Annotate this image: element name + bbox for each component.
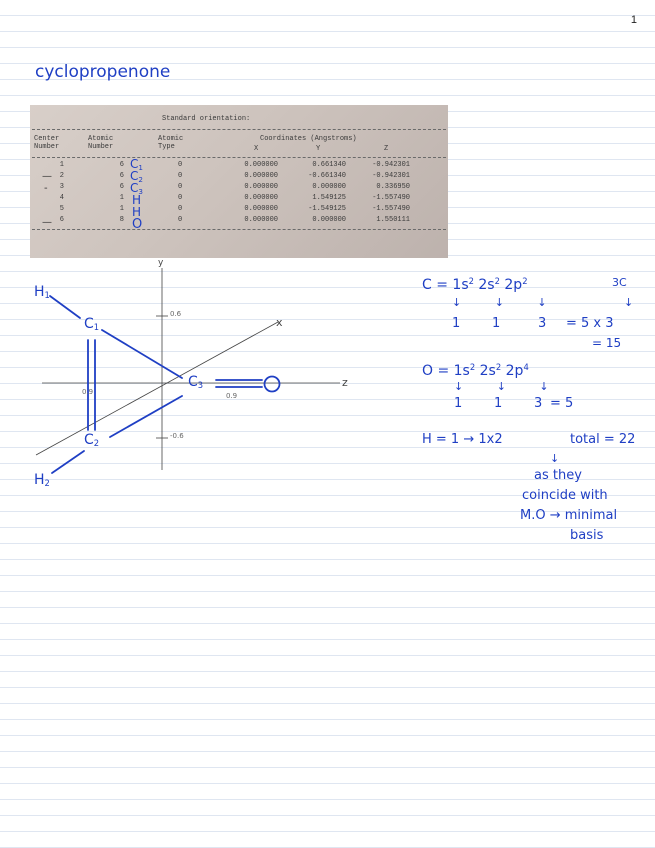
remark-line-4: basis (570, 528, 604, 543)
carbon-count: 3C (612, 276, 627, 289)
table-row: 3 6 0 0.000000 0.000000 0.336950 (59, 183, 410, 191)
annotation-o6: O (132, 217, 143, 232)
oxygen-total: = 5 (550, 396, 574, 411)
hydrogen-line: H = 1 → 1x2 (422, 432, 503, 447)
annotation-h5: H (132, 205, 142, 219)
carbon-orbital-2: 1 (492, 316, 501, 331)
remark-line-2: coincide with (522, 488, 608, 503)
carbon-count-arrow: ↓ (624, 296, 634, 309)
oxygen-atom (265, 377, 280, 392)
axis-label-y: y (158, 258, 164, 268)
bonds (50, 296, 262, 473)
carbon-total: = 15 (592, 336, 622, 350)
atom-label-h1: $H_1$ (34, 284, 50, 300)
table-row: 1 6 0 0.000000 0.661340 -0.942301 (59, 161, 410, 169)
oxygen-orbital-2: 1 (494, 396, 503, 411)
atom-label-h2: $H_2$ (34, 472, 50, 488)
col-atomic-type: Atomic Type (158, 135, 184, 151)
atom-label-c2: $C_2$ (84, 432, 100, 448)
annotation-c2: $C_2$ (130, 169, 143, 184)
remark-line-3: M.O → minimal (520, 508, 618, 523)
tick-mark-3: — (42, 217, 52, 228)
axis-label-x: x (276, 316, 283, 329)
carbon-calc: = 5 x 3 (566, 316, 614, 331)
table-row: 6 8 0 0.000000 0.000000 1.550111 (59, 216, 410, 224)
page-title: cyclopropenone (35, 62, 171, 82)
annotation-c1: $C_1$ (130, 157, 143, 172)
carbon-orbital-1: 1 (452, 316, 461, 331)
tick-label-z: 0.9 (226, 392, 238, 400)
page-number: 1 (630, 14, 637, 26)
tick-label-neg: -0.6 (170, 432, 184, 440)
atom-label-c1: $C_1$ (84, 316, 100, 332)
remark-line-1: as they (534, 468, 582, 483)
tick-mark-1: — (42, 171, 52, 182)
table-row: 5 1 0 0.000000 -1.549125 -1.557490 (59, 205, 410, 213)
table-row: 4 1 0 0.000000 1.549125 -1.557490 (59, 194, 410, 202)
col-atomic-number: Atomic Number (88, 135, 114, 151)
atom-label-c3: $C_3$ (188, 374, 204, 390)
col-coordinates: Coordinates (Angstroms) (260, 135, 357, 143)
col-center: Center Number (34, 135, 60, 151)
table-row: 2 6 0 0.000000 -0.661340 -0.942301 (59, 172, 410, 180)
oxygen-orbital-1: 1 (454, 396, 463, 411)
carbon-orbital-3: 3 (538, 316, 547, 331)
oxygen-orbital-3: 3 (534, 396, 543, 411)
oxygen-arrows: ↓ ↓ ↓ (454, 380, 549, 393)
tick-label-left: 0.9 (82, 388, 94, 396)
bond-h2-c2 (52, 451, 84, 473)
tick-label-pos: 0.6 (170, 310, 182, 318)
carbon-arrows: ↓ ↓ ↓ (452, 296, 547, 309)
table-heading: Standard orientation: (162, 115, 251, 123)
tick-mark-2: - (44, 183, 48, 194)
axis-y-header: Y (316, 145, 321, 153)
oxygen-config: $O = 1s^2$ $2s^2$ $2p^4$ (422, 362, 529, 379)
axis-x-header: X (254, 145, 259, 153)
axis-z-header: Z (384, 145, 389, 153)
axis-label-z: z (342, 376, 348, 389)
annotation-h4: H (132, 193, 142, 207)
carbon-config: $C = 1s^2$ $2s^2$ $2p^2$ (422, 276, 528, 293)
x-axis (36, 322, 278, 455)
total-electrons: total = 22 (570, 432, 636, 447)
bond-c1-c3 (102, 330, 182, 378)
bond-h1-c1 (50, 296, 80, 318)
axes (36, 268, 340, 470)
total-arrow: ↓ (550, 452, 560, 465)
annotation-c3: $C_3$ (130, 181, 143, 196)
bond-c2-c3 (110, 396, 182, 437)
